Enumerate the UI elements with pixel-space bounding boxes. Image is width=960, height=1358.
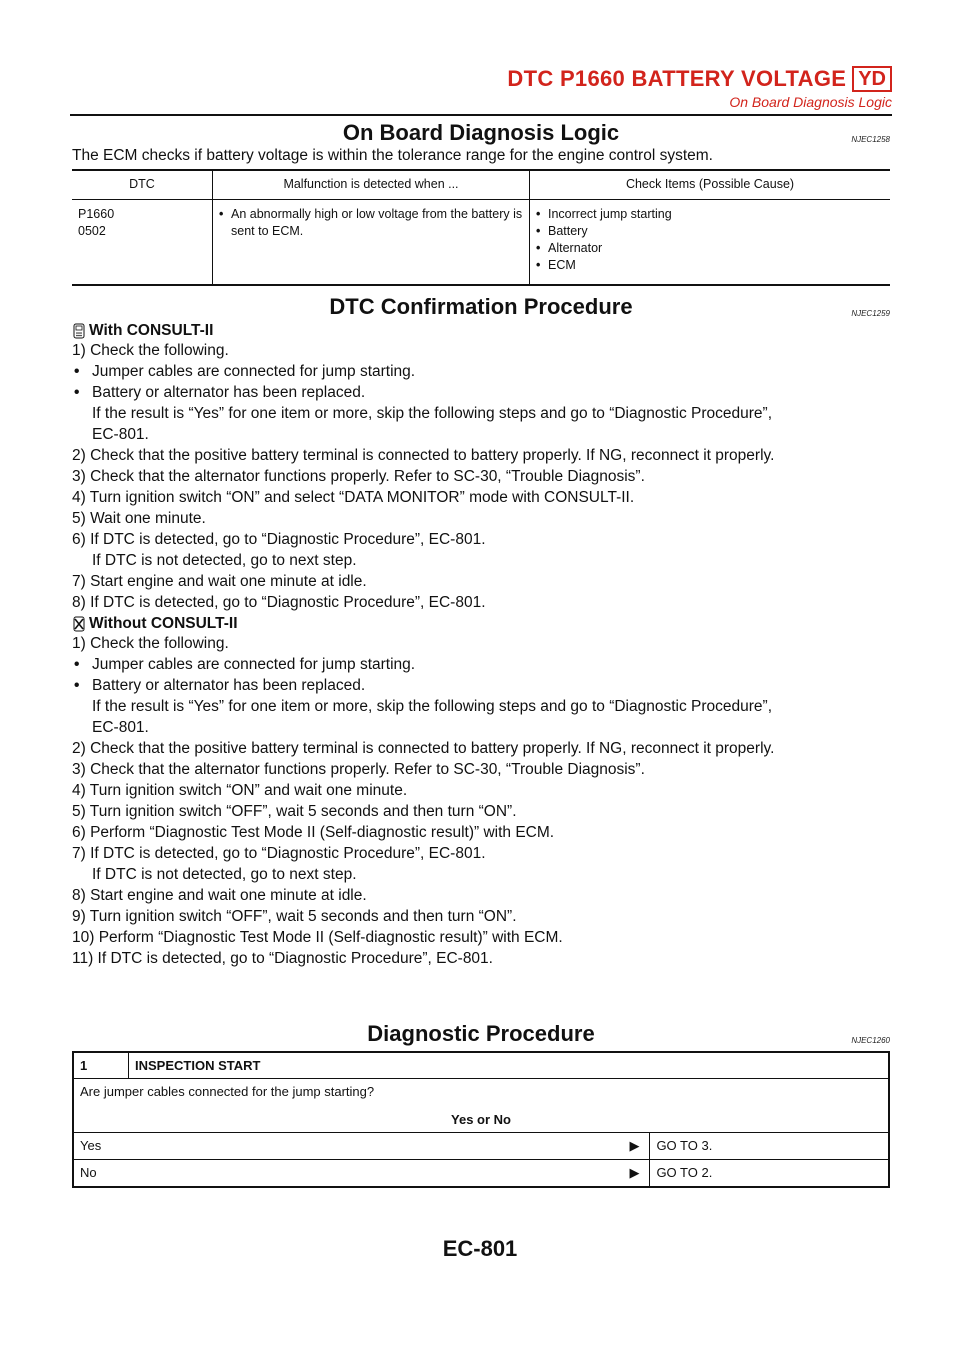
arrow-right-icon: ▶ — [619, 1160, 650, 1188]
dtc-code-cell — [72, 200, 213, 286]
step-continuation: If the result is “Yes” for one item or more, skip the following steps and go to “Diagnostic Procedure”, — [92, 405, 773, 422]
section-diagnostic-procedure — [72, 1021, 890, 1188]
section-title: DTC Confirmation Procedure — [329, 294, 633, 319]
section-intro: The ECM checks if battery voltage is within the tolerance range for the engine control system. — [72, 147, 713, 164]
list-item: • Alternator — [536, 240, 884, 257]
step-continuation: If DTC is not detected, go to next step. — [92, 552, 357, 569]
causes-cell — [530, 200, 891, 286]
column-header: Check Items (Possible Cause) — [530, 170, 891, 200]
step-title: INSPECTION START — [129, 1052, 890, 1079]
step-continuation: EC-801. — [92, 719, 149, 736]
diagnostic-step-table — [72, 1051, 890, 1188]
header-rule — [70, 114, 892, 116]
step-item: 2) Check that the positive battery terminal is connected to battery properly. If NG, reconnect it properly. — [72, 740, 775, 757]
with-consult-label: With CONSULT-II — [89, 322, 214, 339]
step-number: 1 — [73, 1052, 129, 1079]
dtc-table — [72, 169, 890, 286]
no-consult-icon — [72, 616, 86, 632]
step-item: 7) Start engine and wait one minute at idle. — [72, 573, 367, 590]
consult-tester-icon — [72, 323, 86, 339]
step-item: 8) Start engine and wait one minute at idle. — [72, 887, 367, 904]
list-item: • ECM — [536, 257, 884, 274]
step-item: 3) Check that the alternator functions properly. Refer to SC-30, “Trouble Diagnosis”. — [72, 761, 645, 778]
step-item: 4) Turn ignition switch “ON” and select “DATA MONITOR” mode with CONSULT-II. — [72, 489, 635, 506]
dtc-code: P1660 — [78, 207, 115, 221]
step-item: 7) If DTC is detected, go to “Diagnostic Procedure”, EC-801. — [72, 845, 486, 862]
bullet-item: • Jumper cables are connected for jump starting. — [72, 361, 890, 382]
answer-label: No — [73, 1160, 619, 1188]
step-item: 2) Check that the positive battery terminal is connected to battery properly. If NG, reconnect it properly. — [72, 447, 775, 464]
answer-action: GO TO 2. — [650, 1160, 889, 1188]
step-item: 3) Check that the alternator functions properly. Refer to SC-30, “Trouble Diagnosis”. — [72, 468, 645, 485]
section-dtc-confirmation — [72, 294, 890, 969]
step-item: 5) Turn ignition switch “OFF”, wait 5 seconds and then turn “ON”. — [72, 803, 517, 820]
step-item: 6) Perform “Diagnostic Test Mode II (Self-diagnostic result)” with ECM. — [72, 824, 555, 841]
section-obd-logic — [72, 120, 890, 286]
step-question-cell — [73, 1079, 889, 1133]
answer-action: GO TO 3. — [650, 1133, 889, 1160]
header-title: DTC P1660 BATTERY VOLTAGE — [507, 66, 847, 91]
dtc-code-alt: 0502 — [78, 224, 106, 238]
table-row — [73, 1133, 889, 1160]
page-number: EC-801 — [442, 1236, 518, 1261]
step-continuation: If DTC is not detected, go to next step. — [92, 866, 357, 883]
with-consult-heading — [72, 322, 890, 340]
arrow-right-icon: ▶ — [619, 1133, 650, 1160]
step-continuation: EC-801. — [92, 426, 149, 443]
column-header: DTC — [72, 170, 213, 200]
list-item: • Battery — [536, 223, 884, 240]
bullet-item: • Jumper cables are connected for jump starting. — [72, 654, 890, 675]
bullet-item: • Battery or alternator has been replaced. — [72, 382, 890, 403]
step-item: 10) Perform “Diagnostic Test Mode II (Self-diagnostic result)” with ECM. — [72, 929, 563, 946]
without-consult-steps — [72, 633, 890, 969]
header-badge: YD — [852, 66, 892, 92]
step-continuation: If the result is “Yes” for one item or more, skip the following steps and go to “Diagnostic Procedure”, — [92, 698, 773, 715]
column-header: Malfunction is detected when ... — [213, 170, 530, 200]
without-consult-heading — [72, 615, 890, 633]
step-item: 1) Check the following. — [72, 635, 229, 652]
step-item: 4) Turn ignition switch “ON” and wait one minute. — [72, 782, 408, 799]
step-item: 9) Turn ignition switch “OFF”, wait 5 seconds and then turn “ON”. — [72, 908, 517, 925]
without-consult-label: Without CONSULT-II — [89, 615, 238, 632]
header-subtitle: On Board Diagnosis Logic — [729, 94, 892, 110]
table-row — [73, 1160, 889, 1188]
section-code: NJEC1259 — [851, 309, 890, 318]
malfunction-cell — [213, 200, 530, 286]
step-item: 8) If DTC is detected, go to “Diagnostic Procedure”, EC-801. — [72, 594, 486, 611]
step-item: 6) If DTC is detected, go to “Diagnostic Procedure”, EC-801. — [72, 531, 486, 548]
section-code: NJEC1260 — [851, 1036, 890, 1045]
table-row — [72, 200, 890, 286]
step-item: 5) Wait one minute. — [72, 510, 206, 527]
bullet-item: • Battery or alternator has been replaced. — [72, 675, 890, 696]
yes-or-no-label: Yes or No — [451, 1112, 511, 1127]
answer-label: Yes — [73, 1133, 619, 1160]
step-question: Are jumper cables connected for the jump starting? — [80, 1084, 375, 1099]
step-item: 11) If DTC is detected, go to “Diagnostic Procedure”, EC-801. — [72, 950, 493, 967]
step-item: 1) Check the following. — [72, 342, 229, 359]
section-title: Diagnostic Procedure — [367, 1021, 595, 1046]
section-code: NJEC1258 — [851, 135, 890, 144]
list-item: • An abnormally high or low voltage from the battery is sent to ECM. — [219, 206, 523, 240]
with-consult-steps — [72, 340, 890, 613]
list-item: • Incorrect jump starting — [536, 206, 884, 223]
page-header — [70, 66, 892, 116]
section-title: On Board Diagnosis Logic — [342, 120, 620, 145]
